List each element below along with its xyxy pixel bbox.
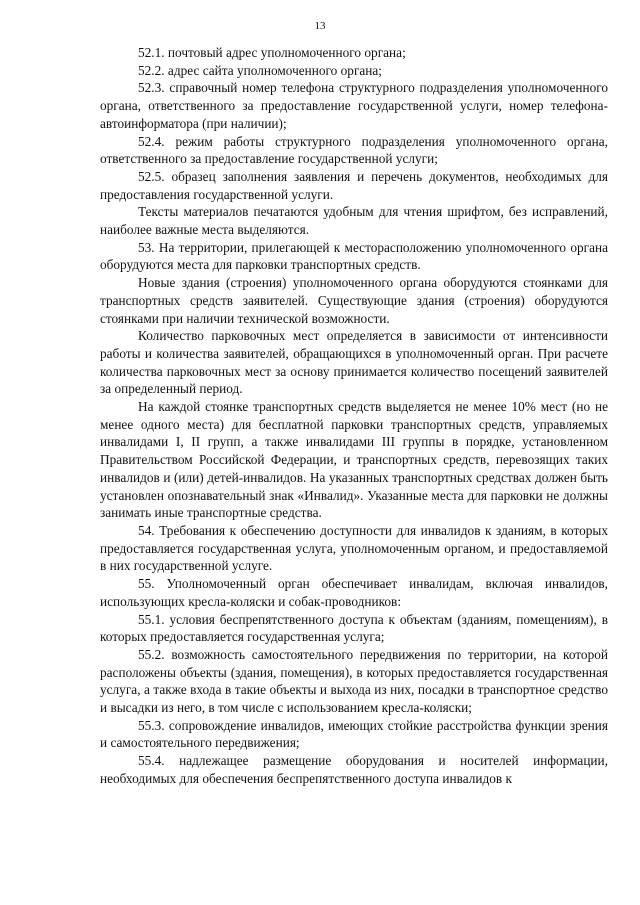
paragraph-55-4: 55.4. надлежащее размещение оборудования и носителей информации, необходимых для обеспечения беспрепятственного доступа инвалидов к	[100, 753, 608, 786]
paragraph-55-1: 55.1. условия беспрепятственного доступа к объектам (зданиям, помещениям), в которых предоставляется государственная услуга;	[100, 611, 608, 645]
paragraph-disabled-parking: На каждой стоянке транспортных средств выделяется не менее 10% мест (но не менее одного места) для бесплатной парковки транспортных средств, управляемых инвалидами I, II групп, а также инвалидами III группы в порядке, установленном Правительством Российской Федерации, и транспортных средств, перевозящих таких инвалидов и (или) детей-инвалидов. На указанных транспортных средствах должен быть установлен опознавательный знак «Инвалид». Указанные места для парковки не должны занимать иные транспортные средства.	[100, 399, 608, 521]
paragraph-52-1: 52.1. почтовый адрес уполномоченного органа;	[138, 45, 406, 60]
paragraph-52-5: 52.5. образец заполнения заявления и перечень документов, необходимых для предоставления государственной услуги.	[100, 168, 608, 202]
paragraph-53: 53. На территории, прилегающей к месторасположению уполномоченного органа оборудуются места для парковки транспортных средств.	[100, 239, 608, 273]
paragraph-55-3: 55.3. сопровождение инвалидов, имеющих стойкие расстройства функции зрения и самостоятельного передвижения;	[100, 717, 608, 751]
paragraph-52-3: 52.3. справочный номер телефона структурного подразделения уполномоченного органа, ответственного за предоставление государственной услуги, номер телефона-автоинформатора (при наличии);	[100, 80, 608, 131]
document-body	[100, 44, 608, 788]
paragraph-parking-count: Количество парковочных мест определяется в зависимости от интенсивности работы и количества заявителей, обращающихся в уполномоченный орган. При расчете количества парковочных мест за основу принимается количество посещений заявителей за определенный период.	[100, 328, 608, 397]
paragraph-54: 54. Требования к обеспечению доступности для инвалидов к зданиям, в которых предоставляется государственная услуга, уполномоченным органом, и предоставляемой в них государственной услуге.	[100, 522, 608, 574]
page-number: 13	[314, 20, 326, 32]
paragraph-55-2: 55.2. возможность самостоятельного передвижения по территории, на которой расположены объекты (здания, помещения), в которых предоставляется государственная услуга, а также входа в такие объекты и выхода из них, посадки в транспортное средство и высадки из него, в том числе с использованием кресла-коляски;	[100, 646, 608, 716]
paragraph-52-2: 52.2. адрес сайта уполномоченного органа;	[138, 62, 383, 78]
paragraph-new-buildings: Новые здания (строения) уполномоченного органа оборудуются стоянками для транспортных средств заявителей. Существующие здания (строения) оборудуются стоянками при наличии технической возможности.	[100, 275, 608, 326]
paragraph-55: 55. Уполномоченный орган обеспечивает инвалидам, включая инвалидов, использующих кресла-коляски и собак-проводников:	[100, 576, 608, 609]
paragraph-52-4: 52.4. режим работы структурного подразделения уполномоченного органа, ответственного за предоставление государственной услуги;	[100, 133, 608, 167]
paragraph-materials-text: Тексты материалов печатаются удобным для чтения шрифтом, без исправлений, наиболее важные места выделяются.	[100, 204, 608, 238]
